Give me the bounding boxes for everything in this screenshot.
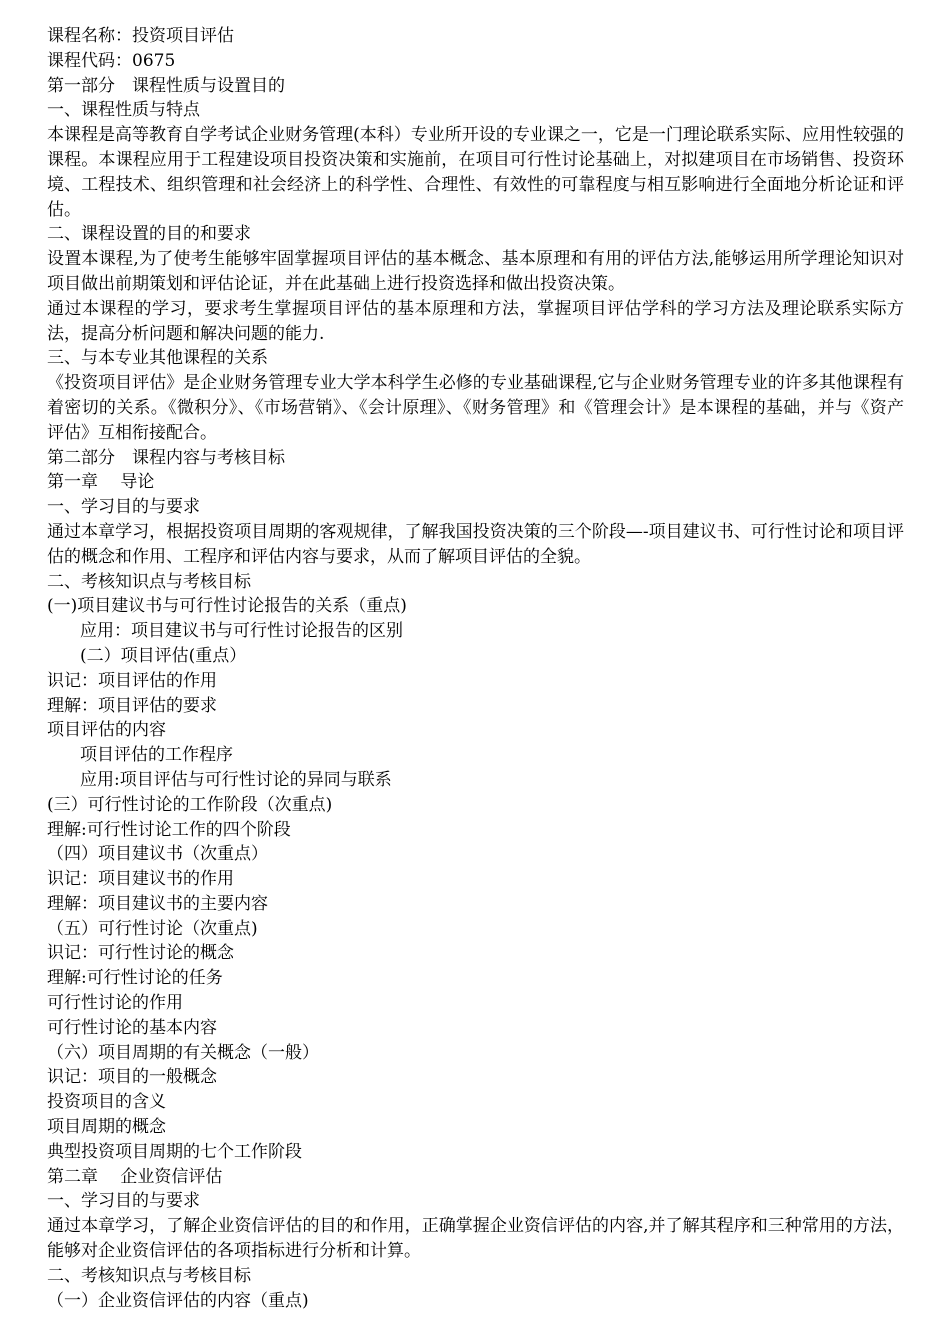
knowledge-point: （一）企业资信评估的内容（重点) [47, 1290, 309, 1311]
list-item: 识记：项目建议书的作用 [47, 869, 234, 890]
section-heading: 二、课程设置的目的和要求 [47, 224, 251, 245]
knowledge-point: (三）可行性讨论的工作阶段（次重点) [47, 794, 333, 815]
knowledge-point: (二）项目评估(重点） [80, 645, 247, 666]
course-code: 课程代码：0675 [47, 50, 176, 71]
list-item: 项目评估的内容 [47, 720, 166, 741]
paragraph: 《投资项目评估》是企业财务管理专业大学本科学生必修的专业基础课程,它与企业财务管理专业的许多其他课程有着密切的关系。《微积分》、《市场营销》、《会计原理》、《财务管理》和《管理会计》是本课程的基础，并与《资产评估》互相衔接配合。 [47, 373, 904, 443]
knowledge-point: （五）可行性讨论（次重点) [47, 918, 258, 939]
list-item: 项目评估的工作程序 [80, 745, 233, 766]
list-item: 理解:可行性讨论的任务 [47, 968, 223, 989]
list-item: 理解：项目评估的要求 [47, 695, 217, 716]
knowledge-point: (一)项目建议书与可行性讨论报告的关系（重点) [47, 596, 407, 617]
paragraph: 本课程是高等教育自学考试企业财务管理(本科）专业所开设的专业课之一，它是一门理论联系实际、应用性较强的课程。本课程应用于工程建设项目投资决策和实施前，在项目可行性讨论基础上，对拟建项目在市场销售、投资环境、工程技术、组织管理和社会经济上的科学性、合理性、有效性的可靠程度与相互影响进行全面地分析论证和评估。 [47, 125, 904, 220]
list-item: 识记：项目的一般概念 [47, 1067, 217, 1088]
section-heading: 二、考核知识点与考核目标 [47, 571, 251, 592]
section-heading: 二、考核知识点与考核目标 [47, 1265, 251, 1286]
part-heading: 第一部分 课程性质与设置目的 [47, 75, 285, 96]
paragraph: 设置本课程,为了使考生能够牢固掌握项目评估的基本概念、基本原理和有用的评估方法,能够运用所学理论知识对项目做出前期策划和评估论证，并在此基础上进行投资选择和做出投资决策。 [47, 249, 904, 294]
knowledge-point: （六）项目周期的有关概念（一般） [47, 1042, 319, 1063]
list-item: 识记：可行性讨论的概念 [47, 943, 234, 964]
paragraph: 通过本课程的学习，要求考生掌握项目评估的基本原理和方法，掌握项目评估学科的学习方法及理论联系实际方法，提高分析问题和解决问题的能力. [47, 298, 904, 344]
list-item: 可行性讨论的基本内容 [47, 1017, 217, 1038]
paragraph: 通过本章学习，根据投资项目周期的客观规律，了解我国投资决策的三个阶段—-项目建议书、可行性讨论和项目评估的概念和作用、工程序和评估内容与要求，从而了解项目评估的全貌。 [47, 521, 904, 567]
knowledge-point: （四）项目建议书（次重点） [47, 844, 268, 865]
list-item: 可行性讨论的作用 [47, 993, 183, 1014]
section-heading: 一、课程性质与特点 [47, 100, 200, 121]
section-heading: 一、学习目的与要求 [47, 1191, 200, 1212]
list-item: 投资项目的含义 [47, 1092, 166, 1113]
section-heading: 三、与本专业其他课程的关系 [47, 348, 268, 369]
list-item: 识记：项目评估的作用 [47, 670, 217, 691]
paragraph: 通过本章学习，了解企业资信评估的目的和作用，正确掌握企业资信评估的内容,并了解其程序和三种常用的方法，能够对企业资信评估的各项指标进行分析和计算。 [47, 1216, 904, 1262]
list-item: 理解:可行性讨论工作的四个阶段 [47, 819, 291, 840]
chapter-heading: 第一章 导论 [47, 472, 155, 493]
list-item: 典型投资项目周期的七个工作阶段 [47, 1141, 302, 1162]
list-item: 理解：项目建议书的主要内容 [47, 893, 268, 914]
chapter-heading: 第二章 企业资信评估 [47, 1166, 223, 1187]
part-heading: 第二部分 课程内容与考核目标 [47, 447, 285, 468]
course-name: 课程名称：投资项目评估 [47, 26, 234, 46]
list-item: 应用：项目建议书与可行性讨论报告的区别 [80, 621, 403, 642]
list-item: 应用:项目评估与可行性讨论的异同与联系 [80, 769, 392, 790]
section-heading: 一、学习目的与要求 [47, 497, 200, 518]
list-item: 项目周期的概念 [47, 1117, 166, 1138]
